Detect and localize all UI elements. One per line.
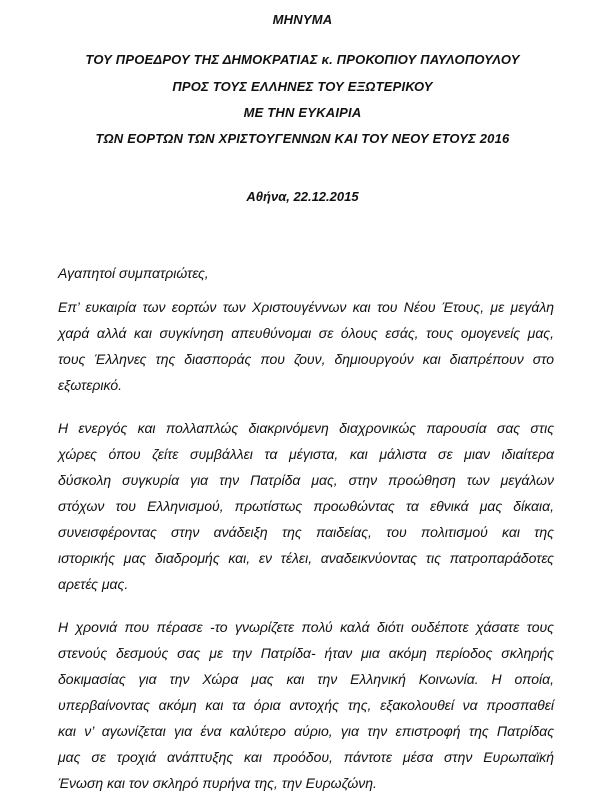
- header-recipients-line: ΠΡΟΣ ΤΟΥΣ ΕΛΛΗΝΕΣ ΤΟΥ ΕΞΩΤΕΡΙΚΟΥ: [172, 79, 433, 94]
- paragraph-2-line: χώρες όπου ζείτε συμβάλλει τα μέγιστα, και μάλιστα σε μιαν ιδιαίτερα: [58, 446, 554, 462]
- dateline: Αθήνα, 22.12.2015: [246, 189, 359, 204]
- message-title: ΜΗΝΥΜΑ: [272, 12, 333, 27]
- paragraph-2-line: Η ενεργός και πολλαπλώς διακρινόμενη διαχρονικώς παρουσία σας στις: [58, 420, 554, 436]
- header-president-line: ΤΟΥ ΠΡΟΕΔΡΟΥ ΤΗΣ ΔΗΜΟΚΡΑΤΙΑΣ κ. ΠΡΟΚΟΠΙΟΥ ΠΑΥΛΟΠΟΥΛΟΥ: [85, 52, 520, 67]
- paragraph-2-line: ιστορικής μας διαδρομής και, εν τέλει, αναδεικνύοντας τις πατροπαράδοτες: [58, 550, 554, 566]
- paragraph-2-line: στόχων του Ελληνισμού, πρωτίστως προωθώντας τα εθνικά μας δίκαια,: [58, 498, 554, 514]
- paragraph-3-line: υπερβαίνοντας ακόμη και τα όρια αντοχής της, εξακολουθεί να προσπαθεί: [58, 697, 554, 713]
- header-holidays-line: ΤΩΝ ΕΟΡΤΩΝ ΤΩΝ ΧΡΙΣΤΟΥΓΕΝΝΩΝ ΚΑΙ ΤΟΥ ΝΕΟΥ ΕΤΟΥΣ 2016: [95, 131, 510, 146]
- greeting: Αγαπητοί συμπατριώτες,: [58, 265, 209, 281]
- paragraph-2-line: συνεισφέροντας στην ανάδειξη της παιδείας, του πολιτισμού και της: [58, 524, 554, 540]
- paragraph-3-line: δοκιμασίας για την Χώρα μας και την Ελληνική Κοινωνία. Η οποία,: [58, 671, 554, 687]
- header-occasion-line: ΜΕ ΤΗΝ ΕΥΚΑΙΡΙΑ: [243, 105, 362, 120]
- paragraph-1-line: Επ’ ευκαιρία των εορτών των Χριστουγέννων και του Νέου Έτους, με μεγάλη: [58, 299, 554, 315]
- paragraph-2-line: αρετές μας.: [58, 576, 129, 592]
- paragraph-3-line: μας σε τροχιά ανάπτυξης και προόδου, πάντοτε μέσα στην Ευρωπαϊκή: [58, 749, 554, 765]
- paragraph-1-line: τους Έλληνες της διασποράς που ζουν, δημιουργούν και διαπρέπουν στο: [58, 351, 554, 367]
- paragraph-3-line: στενούς δεσμούς σας με την Πατρίδα- ήταν μια ακόμη περίοδος σκληρής: [58, 645, 554, 661]
- paragraph-3-line: και ν’ αγωνίζεται για ένα καλύτερο αύριο, για την επιστροφή της Πατρίδας: [58, 723, 554, 739]
- paragraph-1-line: εξωτερικό.: [58, 377, 123, 393]
- paragraph-1-line: χαρά αλλά και συγκίνηση απευθύνομαι σε όλους εσάς, τους ομογενείς μας,: [58, 325, 554, 341]
- paragraph-3-line: Η χρονιά που πέρασε -το γνωρίζετε πολύ καλά διότι ουδέποτε χάσατε τους: [58, 619, 554, 635]
- paragraph-2-line: δύσκολη συγκυρία για την Πατρίδα μας, στην προώθηση των μεγάλων: [58, 472, 554, 488]
- paragraph-3-line: Ένωση και τον σκληρό πυρήνα της, την Ευρωζώνη.: [58, 775, 377, 791]
